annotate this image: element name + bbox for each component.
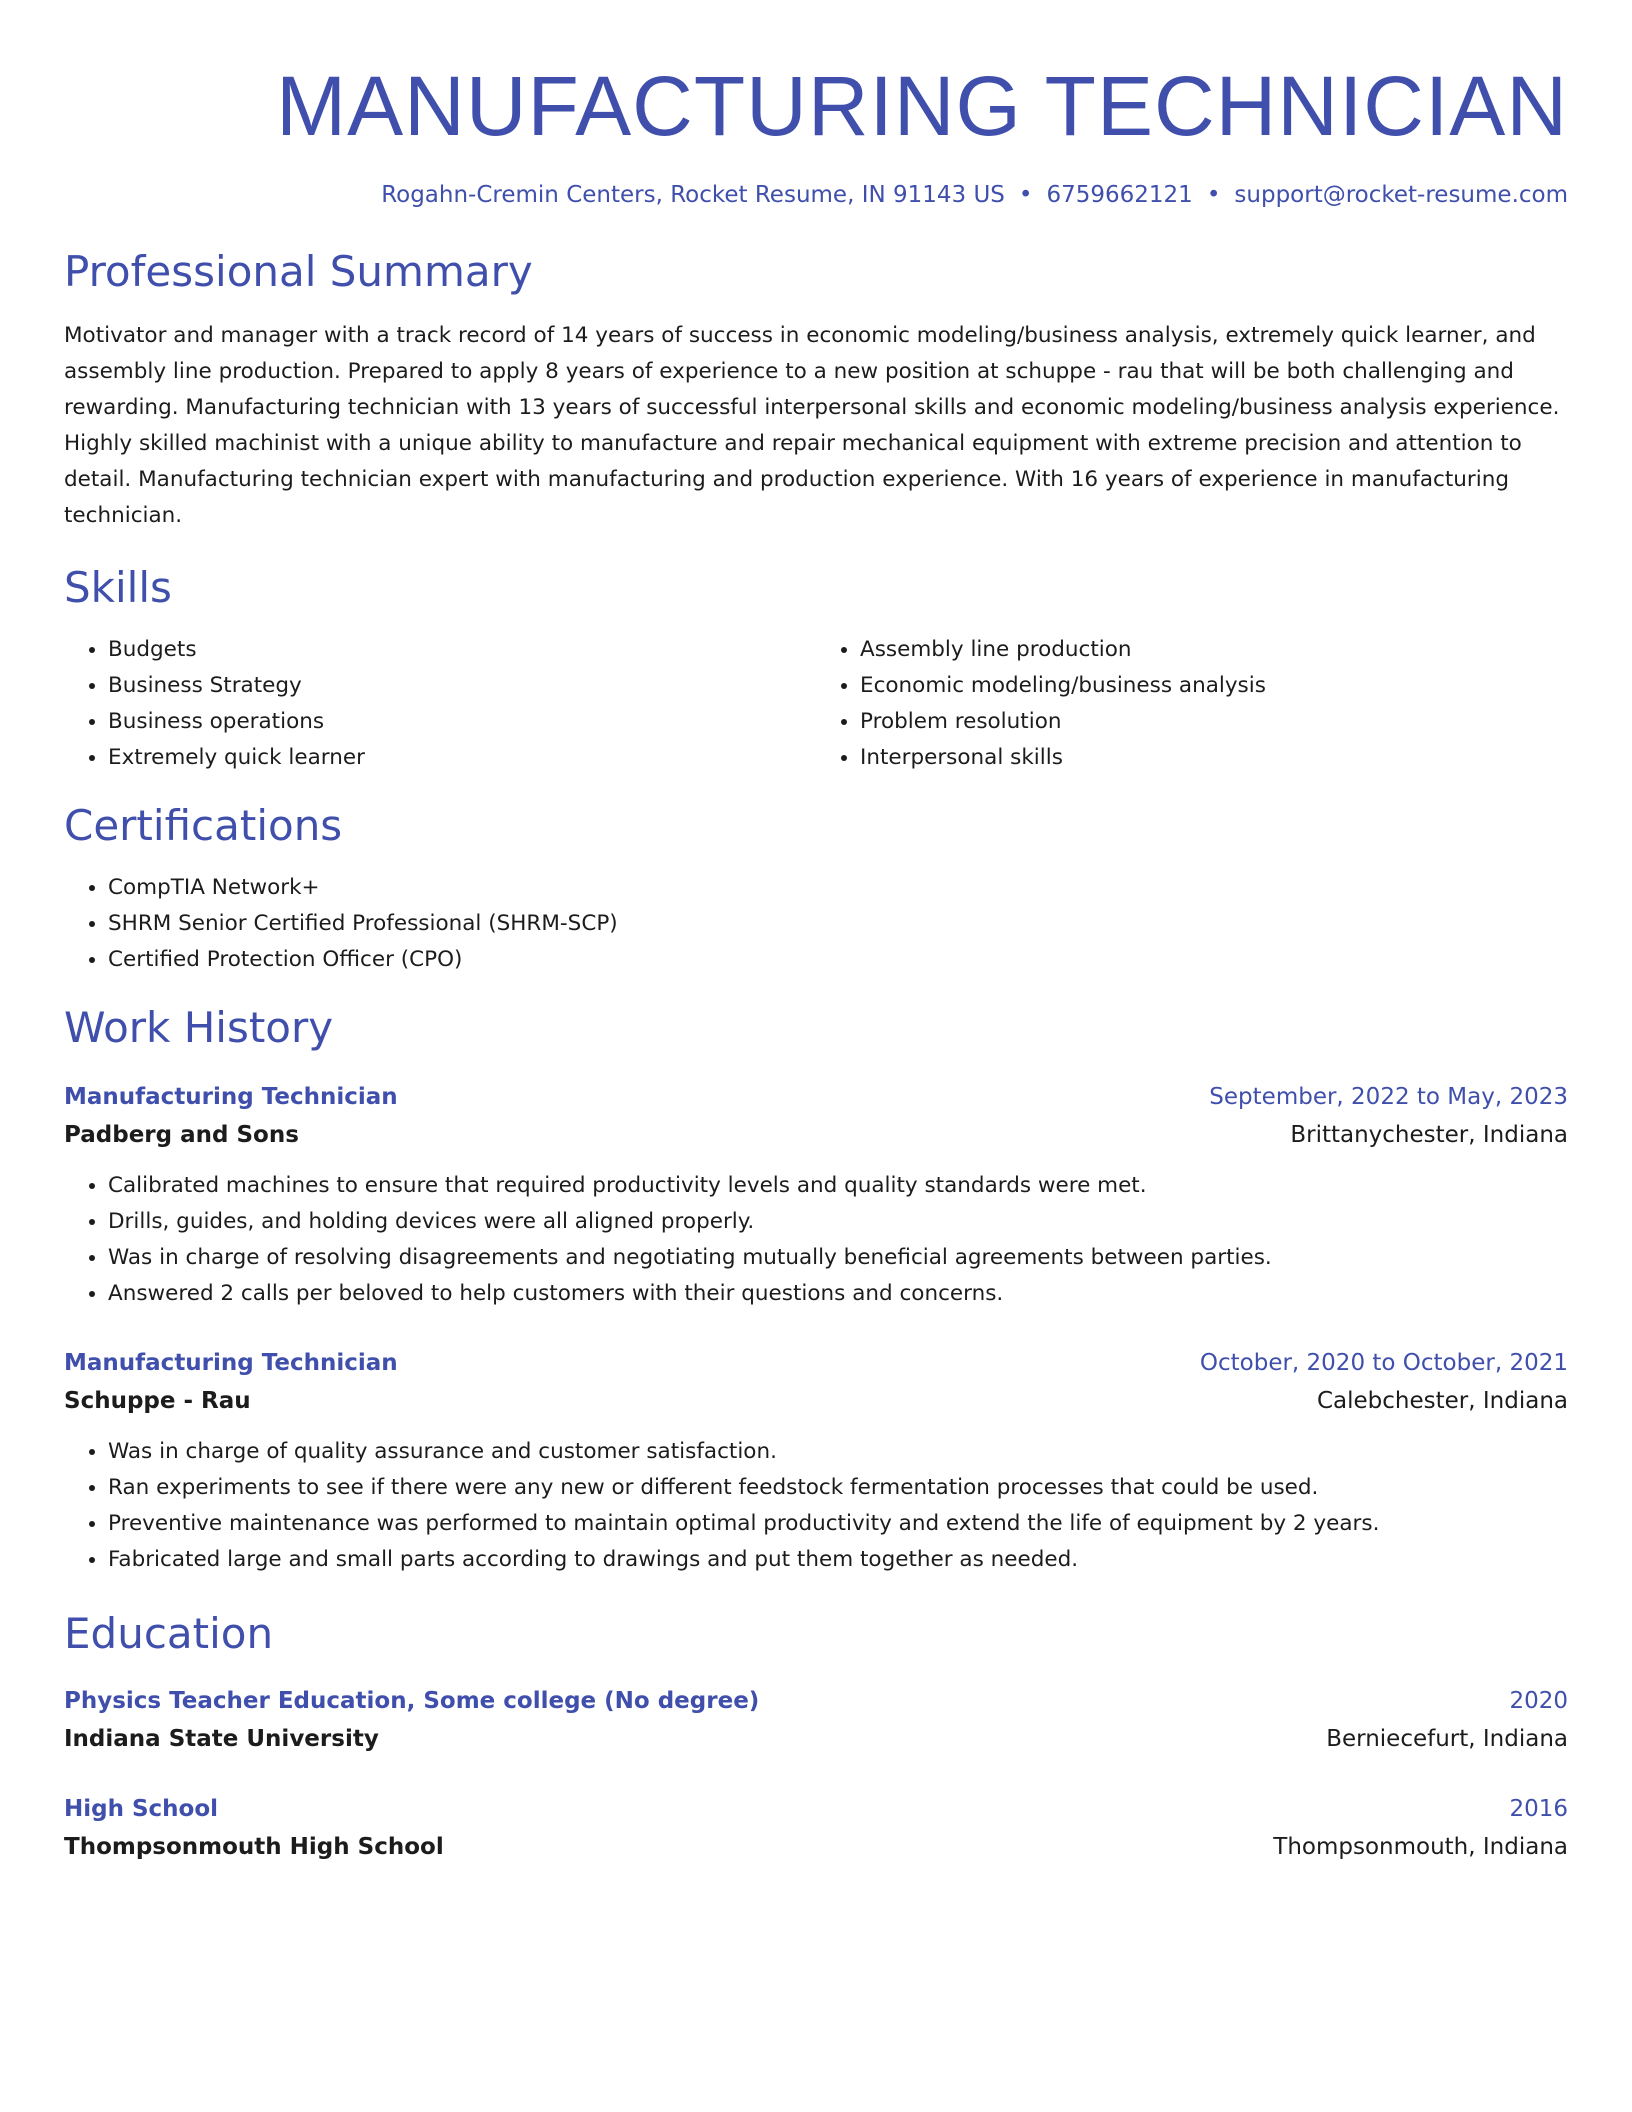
education-entry	[64, 1790, 1568, 1866]
education-location: Thompsonmouth, Indiana	[1273, 1834, 1568, 1860]
skills-heading: Skills	[64, 563, 172, 612]
skill-item: • Interpersonal skills	[860, 740, 1568, 776]
education-school: Indiana State University	[64, 1726, 379, 1752]
education-section	[64, 1608, 1568, 1866]
certification-item: • SHRM Senior Certified Professional (SHRM-SCP)	[108, 906, 1568, 942]
certification-item: • Certified Protection Officer (CPO)	[108, 942, 1568, 978]
skills-grid	[64, 632, 1568, 776]
contact-separator: •	[1018, 182, 1033, 208]
skill-item: • Problem resolution	[860, 704, 1568, 740]
education-location: Berniecefurt, Indiana	[1326, 1726, 1568, 1752]
job-bullet: • Was in charge of resolving disagreements and negotiating mutually beneficial agreements between parties.	[108, 1240, 1568, 1276]
skills-list-right	[816, 632, 1568, 776]
job-bullet: • Was in charge of quality assurance and customer satisfaction.	[108, 1434, 1568, 1470]
resume-header	[64, 0, 1568, 210]
skills-section	[64, 562, 1568, 776]
work-history-heading: Work History	[64, 1003, 334, 1052]
education-school: Thompsonmouth High School	[64, 1834, 444, 1860]
resume-title: MANUFACTURING TECHNICIAN	[276, 59, 1568, 153]
job-location: Calebchester, Indiana	[1316, 1388, 1568, 1414]
education-school-row	[64, 1720, 1568, 1758]
job-company: Padberg and Sons	[64, 1122, 299, 1148]
skill-item: • Extremely quick learner	[108, 740, 816, 776]
job-role-row	[64, 1078, 1568, 1116]
certification-item: • CompTIA Network+	[108, 870, 1568, 906]
contact-line	[64, 180, 1568, 210]
skill-item: • Business Strategy	[108, 668, 816, 704]
job-company-row	[64, 1116, 1568, 1154]
job-location: Brittanychester, Indiana	[1290, 1122, 1568, 1148]
education-degree-row	[64, 1790, 1568, 1828]
summary-text: Motivator and manager with a track record of 14 years of success in economic modeling/business analysis, extremely quick learner, and assembly line production. Prepared to apply 8 years of experience to a new position at schuppe - rau that will be both challenging and rewarding. Manufacturing technician with 13 years of successful interpersonal skills and economic modeling/business analysis experience. Highly skilled machinist with a unique ability to manufacture and repair mechanical equipment with extreme precision and attention to detail. Manufacturing technician expert with manufacturing and production experience. With 16 years of experience in manufacturing technician.	[64, 323, 1560, 528]
skill-item: • Business operations	[108, 704, 816, 740]
contact-phone: 6759662121	[1046, 182, 1193, 208]
job-bullets	[64, 1168, 1568, 1312]
education-degree: Physics Teacher Education, Some college (No degree)	[64, 1688, 760, 1714]
education-school-row	[64, 1828, 1568, 1866]
job-role-row	[64, 1344, 1568, 1382]
job-bullet: • Preventive maintenance was performed to maintain optimal productivity and extend the life of equipment by 2 years.	[108, 1506, 1568, 1542]
job-entry	[64, 1344, 1568, 1578]
summary-section	[64, 246, 1568, 534]
skill-item: • Economic modeling/business analysis	[860, 668, 1568, 704]
education-entry	[64, 1682, 1568, 1758]
job-bullet: • Fabricated large and small parts according to drawings and put them together as needed.	[108, 1542, 1568, 1578]
certifications-heading: Certifications	[64, 801, 343, 850]
contact-email: support@rocket-resume.com	[1234, 182, 1568, 208]
summary-heading: Professional Summary	[64, 247, 533, 296]
job-company: Schuppe - Rau	[64, 1388, 251, 1414]
job-title: Manufacturing Technician	[64, 1084, 398, 1110]
job-dates: October, 2020 to October, 2021	[1199, 1350, 1568, 1376]
job-title: Manufacturing Technician	[64, 1350, 398, 1376]
work-history-section	[64, 1002, 1568, 1578]
job-bullet: • Calibrated machines to ensure that required productivity levels and quality standards were met.	[108, 1168, 1568, 1204]
job-bullet: • Answered 2 calls per beloved to help customers with their questions and concerns.	[108, 1276, 1568, 1312]
contact-address: Rogahn-Cremin Centers, Rocket Resume, IN 91143 US	[381, 182, 1005, 208]
education-degree: High School	[64, 1796, 219, 1822]
job-company-row	[64, 1382, 1568, 1420]
job-entry	[64, 1078, 1568, 1312]
job-dates: September, 2022 to May, 2023	[1209, 1084, 1568, 1110]
skill-item: • Assembly line production	[860, 632, 1568, 668]
skills-list-left	[64, 632, 816, 776]
job-bullet: • Drills, guides, and holding devices were all aligned properly.	[108, 1204, 1568, 1240]
education-degree-row	[64, 1682, 1568, 1720]
skill-item: • Budgets	[108, 632, 816, 668]
contact-separator: •	[1206, 182, 1221, 208]
education-heading: Education	[64, 1609, 274, 1658]
job-bullets	[64, 1434, 1568, 1578]
certifications-section	[64, 800, 1568, 978]
job-bullet: • Ran experiments to see if there were any new or different feedstock fermentation processes that could be used.	[108, 1470, 1568, 1506]
education-year: 2016	[1509, 1796, 1568, 1822]
certifications-list	[64, 870, 1568, 978]
education-year: 2020	[1509, 1688, 1568, 1714]
